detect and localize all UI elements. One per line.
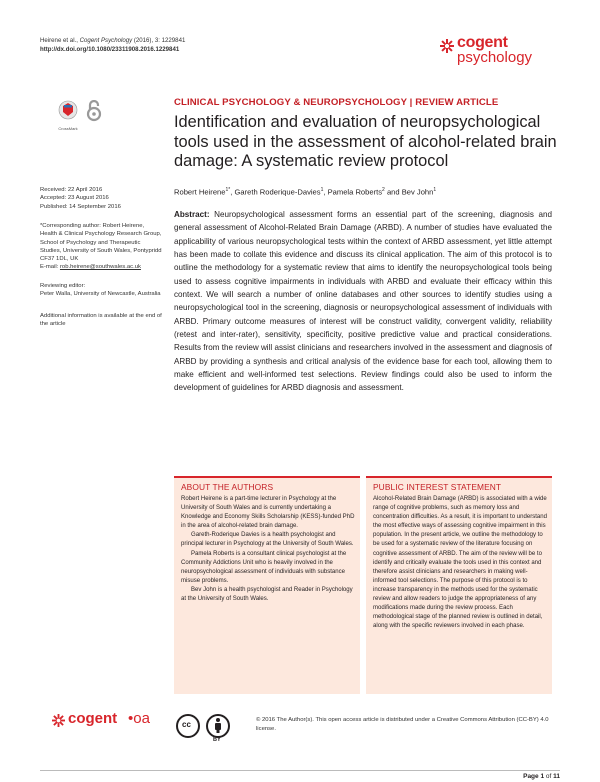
footer-brand-name: cogent xyxy=(68,710,118,727)
email-link[interactable]: rob.heirene@southwales.ac.uk xyxy=(59,264,141,271)
cogent-star-icon xyxy=(440,39,454,53)
cogent-oa-logo xyxy=(52,709,172,733)
crossmark-label: CrossMark xyxy=(58,126,78,131)
box-top-rule xyxy=(366,476,552,478)
about-authors-box xyxy=(174,476,360,694)
corresponding-email: E-mail: rob.heirene@southwales.ac.uk xyxy=(40,264,141,271)
brand-name: cogent xyxy=(457,34,508,51)
author[interactable]: Pamela Roberts xyxy=(327,187,383,197)
additional-information-text: Additional information is available at the end of the article xyxy=(40,313,162,328)
public-interest-body xyxy=(373,495,547,631)
author-bio: Gareth-Roderique Davies is a health psychologist and principal lecturer in Psychology at the University of South Wales. xyxy=(181,532,354,548)
about-authors-heading: ABOUT THE AUTHORS xyxy=(181,482,274,492)
journal-name: Cogent Psychology xyxy=(79,37,133,44)
author-bio: Pamela Roberts is a consultant clinical psychologist at the Community Addictions Unit who is heavily involved in the neuropsychological assessment of individuals with substance misuse problems. xyxy=(181,550,347,584)
abstract-label: Abstract: xyxy=(174,210,210,219)
citation-header xyxy=(40,36,185,54)
citation-line: Heirene et al., Cogent Psychology (2016), 3: 1229841 xyxy=(40,37,186,44)
open-access-lock-icon xyxy=(86,100,102,122)
public-interest-box xyxy=(366,476,552,694)
author[interactable]: Bev John xyxy=(401,187,434,197)
crossmark-badge[interactable] xyxy=(58,100,78,131)
by-label: BY xyxy=(213,737,221,743)
footer-rule xyxy=(40,770,560,771)
reviewing-editor-label: Reviewing editor: xyxy=(40,283,86,289)
cogent-star-icon xyxy=(52,714,65,727)
received-date: Received: 22 April 2016 xyxy=(40,187,103,193)
about-authors-body xyxy=(181,495,355,604)
article-dates xyxy=(40,186,162,211)
public-interest-heading: PUBLIC INTEREST STATEMENT xyxy=(373,482,502,492)
author-list: Robert Heirene$^{1*}$, Gareth Roderique-Davies$^1$, Pamela Roberts$^2$ and Bev John$^1$ xyxy=(174,187,437,197)
box-top-rule xyxy=(174,476,360,478)
license-statement: © 2016 The Author(s). This open access article is distributed under a Creative Commons Attribution (CC-BY) 4.0 license. xyxy=(256,717,549,732)
reviewing-editor xyxy=(40,282,162,299)
page-number: Page 1 of 11 xyxy=(523,773,560,780)
article-title: Identification and evaluation of neuropsychological tools used in the assessment of alcohol-related brain damage: A systematic review protocol xyxy=(174,113,557,170)
reviewing-editor-name: Peter Walla, University of Newcastle, Australia xyxy=(40,291,161,298)
footer-brand-oa: •oa xyxy=(128,710,150,727)
abstract xyxy=(174,208,552,395)
corresponding-author xyxy=(40,222,162,272)
author[interactable]: Gareth Roderique-Davies xyxy=(234,187,321,197)
cc-label: cc xyxy=(182,720,191,729)
crossmark-icon xyxy=(58,100,78,122)
corresponding-author-text: *Corresponding author: Robert Heirene, Health & Clinical Psychology Research Group, School of Psychology and Therapeutic Studies, University of South Wales, Pontypridd CF37 1DL, UK xyxy=(40,223,162,263)
brand-subtitle: psychology xyxy=(457,49,533,66)
accepted-date: Accepted: 23 August 2016 xyxy=(40,195,109,202)
published-date: Published: 14 September 2016 xyxy=(40,203,121,210)
abstract-text: Neuropsychological assessment forms an essential part of the screening, diagnosis and general assessment of Alcohol-Related Brain Damage (ARBD). A number of studies have evaluated the applicability of various neuropsychological tests within the context of ARBD assessment, yet little attempt has been made to collate this evidence and discuss its clinical application. The aim of this protocol is to outline the methodology for a systematic review that aims to identify the neuropsychological tools being used to assess cognitive impairments in individuals with ARBD and evaluate their efficacy within this context. We will search a number of online databases and other sources to identify studies using a neuropsychological tool in the screening, diagnosis or neuropsychological assessment of individuals with ARBD. Primary outcome measures of interest will be construct validity, convergent validity, reliability (retest and inter-rater), sensitivity, specificity, positive predictive value and practical considerations. Results from the review will assist clinicians and researchers involved in the assessment and diagnosis of ARBD by providing a synthesis and critical analysis of the evidence base for each tool, allowing them to make efficient and well-informed test selections. Review findings could also be used to inform the development of guidelines for ARBD diagnosis and assessment. xyxy=(174,210,552,393)
author-bio: Bev John is a health psychologist and Reader in Psychology at the University of South Wales. xyxy=(181,586,353,603)
doi-link[interactable]: http://dx.doi.org/10.1080/23311908.2016.1229841 xyxy=(40,46,180,53)
article-category: CLINICAL PSYCHOLOGY & NEUROPSYCHOLOGY | REVIEW ARTICLE xyxy=(174,97,499,108)
cc-by-license-badge[interactable] xyxy=(175,713,243,743)
author[interactable]: Robert Heirene xyxy=(174,187,226,197)
additional-information xyxy=(40,312,162,329)
cogent-psychology-logo xyxy=(440,33,560,65)
author-bio: Robert Heirene is a part-time lecturer in Psychology at the University of South Wales and is currently undertaking a Knowledge and Economy Skills Scholarship (KESS)-funded PhD in the area of alcohol-related brain damage. xyxy=(181,496,355,530)
public-interest-text: Alcohol-Related Brain Damage (ARBD) is associated with a wide range of cognitive problems, such as memory loss and concentration difficulties. As a result, it is important to understand the most effective ways of assessing cognitive impairment in this population. In the present article, we outline the methodology to be used for a systematic review of the literature focusing on cognitive assessment of ARBD. The aim of the review will be to identify and critically evaluate the tools used in this context and therefore assist clinicians and researchers in making well-informed tool selections. The purpose of this protocol is to increase transparency in the methods used for the systematic review and allow readers to judge the appropriateness of any modifications made during the review process. Each methodological stage of the planned review is outlined in detail, along with the specific reviewers involved in each phase. xyxy=(373,496,547,630)
